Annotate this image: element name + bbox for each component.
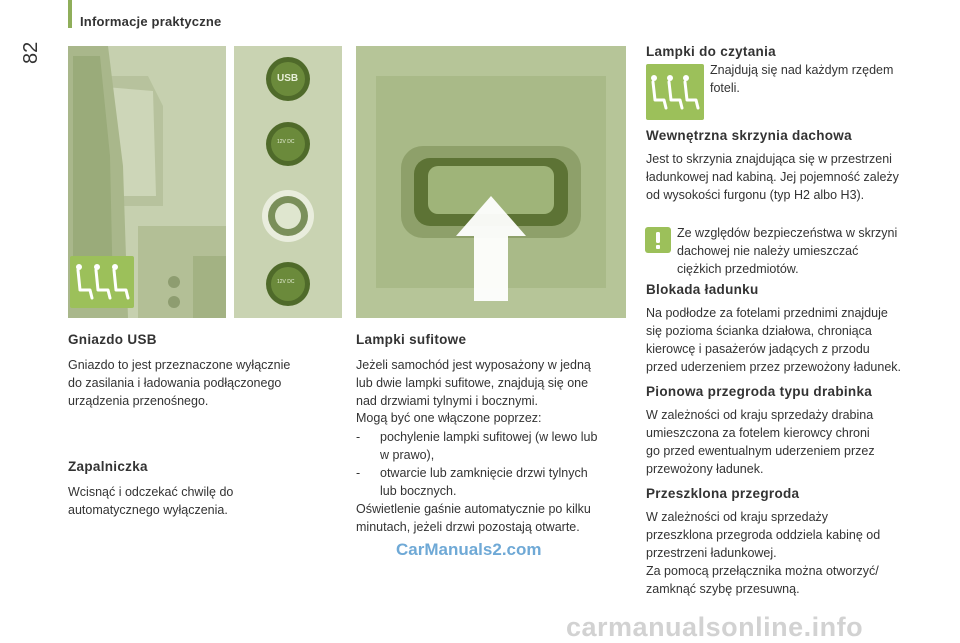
ceiling-lamps-intro: Mogą być one włączone poprzez: [356,411,542,425]
ceiling-lamps-note: Oświetlenie gaśnie automatycznie po kilku minutach, jeżeli drzwi pozostają otwarte. [356,502,591,534]
glazed-title: Przeszklona przegroda [646,486,800,501]
roof-box-warning: Ze względów bezpieczeństwa w skrzyni dachowej nie należy umieszczać ciężkich przedmiotów. [677,226,898,276]
list-item: - pochylenie lampki sufitowej (w lewo lub w prawo), [356,430,598,462]
lighter-text: Wcisnąć i odczekać chwilę do automatycznego wyłączenia. [68,485,234,517]
section-title: Informacje praktyczne [80,14,222,29]
ceiling-lamp-illustration [356,46,626,318]
watermark-carmanualsonline[interactable]: carmanualsonline.info [566,612,864,642]
glazed-text: W zależności od kraju sprzedaży przeszklona przegroda oddziela kabinę od przestrzeni ładunkowej. [646,510,881,560]
page-number: 82 [20,41,42,64]
list-item: - otwarcie lub zamknięcie drzwi tylnych lub bocznych. [356,466,588,498]
ceiling-lamps-text: Jeżeli samochód jest wyposażony w jedną lub dwie lampki sufitowe, znajdują się one nad drzwiami tylnymi i bocznymi. [356,358,591,408]
ceiling-lamps-title: Lampki sufitowe [356,332,467,347]
lighter-title: Zapalniczka [68,459,148,474]
usb-title: Gniazdo USB [68,332,157,347]
usb-text: Gniazdo to jest przeznaczone wyłącznie do zasilania i ładowania podłączonego urządzenia przenośnego. [68,358,291,408]
header-accent-bar [68,0,72,28]
socket-label: 12V DC [277,279,295,285]
cab-interior-illustration [68,46,226,318]
seats-icon [70,256,134,308]
ladder-text: W zależności od kraju sprzedaży drabina umieszczona za fotelem kierowcy chroni go przed ewentualnym uderzeniem przez przewożony ładunek. [646,408,875,476]
seats-icon [646,64,704,120]
watermark-carmanuals2[interactable]: CarManuals2.com [396,540,542,559]
socket-label: 12V DC [277,139,295,145]
warning-icon [645,227,671,253]
ladder-title: Pionowa przegroda typu drabinka [646,384,873,399]
load-stop-text: Na podłodze za fotelami przednimi znajduje się pozioma ścianka działowa, chroniąca kierowcę i pasażerów jadących z przodu przed uderzeniem przez przewożony ładunek. [646,306,901,374]
reading-lamps-title: Lampki do czytania [646,44,776,59]
roof-box-text: Jest to skrzynia znajdująca się w przestrzeni ładunkowej nad kabiną. Jej pojemność zależy od wysokości furgonu (typ H2 albo H3). [646,152,899,202]
glazed-switch-text: Za pomocą przełącznika można otworzyć/ zamknąć szybę przesuwną. [646,564,879,596]
sockets-illustration [234,46,342,318]
roof-box-title: Wewnętrzna skrzynia dachowa [646,128,852,143]
usb-label: USB [277,73,299,84]
load-stop-title: Blokada ładunku [646,282,759,297]
reading-lamps-text: Znajdują się nad każdym rzędem foteli. [710,63,894,95]
